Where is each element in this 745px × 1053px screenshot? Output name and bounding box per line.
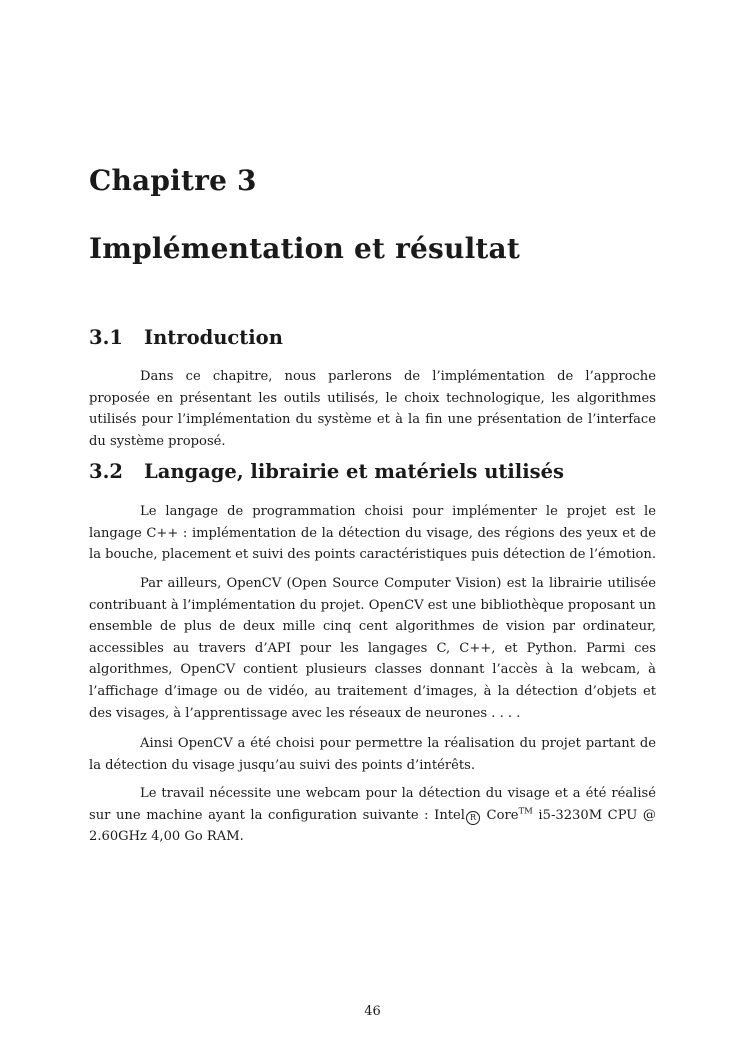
- section-title: Langage, librairie et matériels utilisés: [144, 460, 564, 483]
- section-number: 3.1: [89, 326, 123, 349]
- trademark-mark: TM: [518, 806, 533, 817]
- materiel-text: Le travail nécessite une webcam pour la détection du visage et a été réalisé sur une machine ayant la configuration suivante : Intel: [89, 786, 656, 823]
- page-number: 46: [364, 1004, 381, 1019]
- section-heading-introduction: [89, 326, 283, 349]
- core-text: Core: [480, 807, 519, 823]
- chapter-label: Chapitre 3: [89, 164, 257, 197]
- paragraph-choix-opencv: Ainsi OpenCV a été choisi pour permettre la réalisation du projet partant de la détection du visage jusqu’au suivi des points d’intérêts.: [89, 736, 656, 773]
- section-title: Introduction: [144, 326, 283, 349]
- registered-icon: R: [466, 811, 480, 825]
- config-text: i5-3230M CPU @ 2.60GHz 4,00 Go RAM.: [89, 807, 656, 845]
- document-page: [89, 0, 656, 1053]
- section-number: 3.2: [89, 460, 123, 483]
- chapter-title: Implémentation et résultat: [89, 232, 521, 265]
- paragraph-opencv: Par ailleurs, OpenCV (Open Source Computer Vision) est la librairie utilisée contribuant à l’implémentation du projet. OpenCV est une bibliothèque proposant un ensemble de plus de deux mille cinq cent algorithmes de vision par ordinateur, accessibles au travers d’API pour les langages C, C++, et Python. Parmi ces algorithmes, OpenCV contient plusieurs classes donnant l’accès à la webcam, à l’affichage d’image ou de vidéo, au traitement d’images, à la détection d’objets et des visages, à l’apprentissage avec les réseaux de neurones . . . .: [89, 576, 656, 721]
- section-heading-langage: [89, 460, 564, 483]
- paragraph-materiel: [89, 783, 656, 848]
- paragraph-langage: Le langage de programmation choisi pour implémenter le projet est le langage C++ : implémentation de la détection du visage, des régions des yeux et de la bouche, placement et suivi des points caractéristiques puis détection de l’émotion.: [89, 504, 656, 563]
- paragraph-introduction: Dans ce chapitre, nous parlerons de l’implémentation de l’approche proposée en présentant les outils utilisés, le choix technologique, les algorithmes utilisés pour l’implémentation du système et à la fin une présentation de l’interface du système proposé.: [89, 369, 656, 449]
